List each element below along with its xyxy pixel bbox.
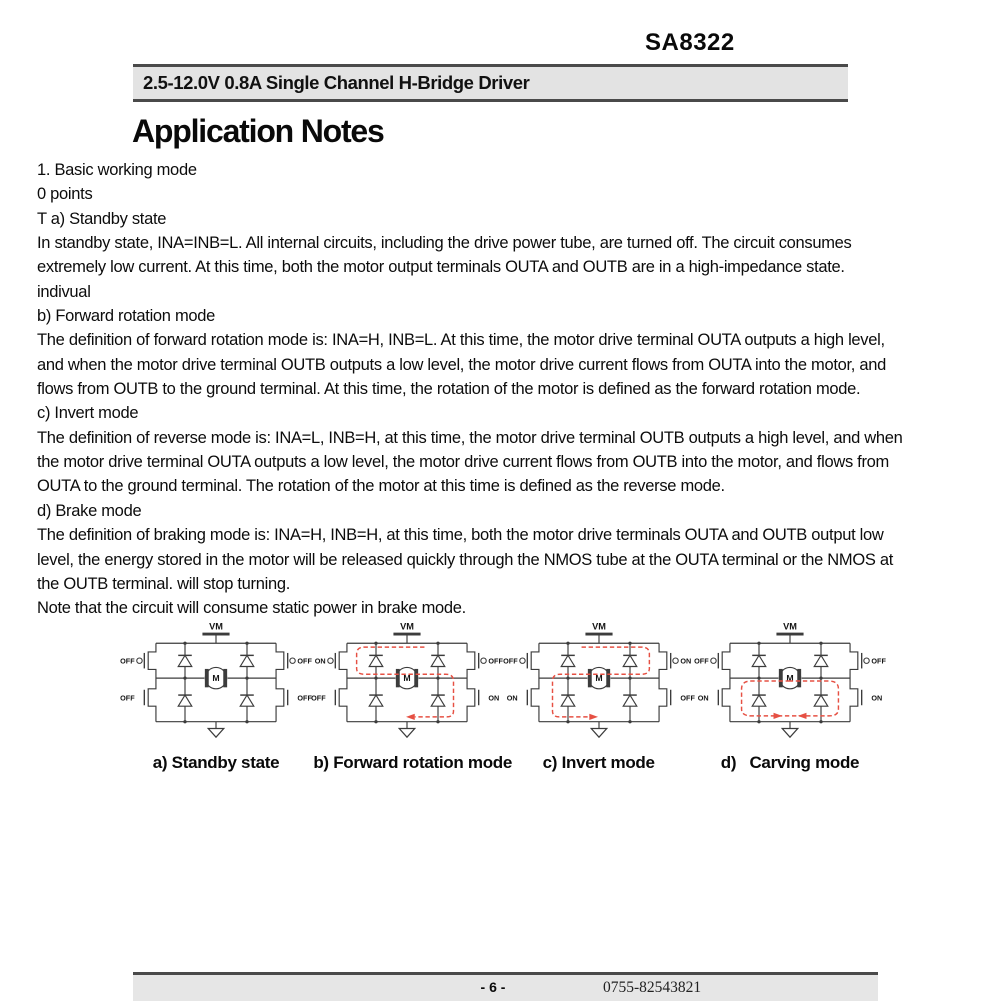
junction-dot [757, 676, 760, 679]
bridge-outline-right [467, 643, 475, 721]
switch-state-top-right: OFF [488, 656, 504, 666]
gate-circle-top-left [711, 658, 716, 663]
diode-icon [178, 655, 192, 666]
switch-state-bottom-left: ON [697, 693, 709, 703]
motor-label: M [595, 673, 603, 684]
vm-label: VM [209, 621, 223, 632]
junction-dot [628, 642, 631, 645]
body-text-line: c) Invert mode [37, 404, 139, 423]
h-bridge-schematic [311, 620, 504, 744]
junction-dot [757, 720, 760, 723]
diode-icon [370, 695, 384, 706]
switch-state-bottom-right: OFF [680, 693, 695, 703]
switch-state-top-right: ON [680, 656, 691, 666]
body-text-line: the OUTB terminal. will stop turning. [37, 574, 290, 593]
h-bridge-diagram [311, 620, 513, 773]
bridge-outline-right [276, 643, 284, 721]
diode-icon [432, 655, 446, 666]
footer-bar [133, 972, 878, 1001]
body-text-line: level, the energy stored in the motor will be released quickly through the NMOS tube at the OUTA terminal or the NMOS at [37, 550, 894, 569]
bridge-outline-right [850, 643, 858, 721]
body-text [37, 158, 977, 621]
diagram-caption: a) Standby state [152, 753, 280, 772]
h-bridge-schematic [502, 620, 695, 744]
junction-dot [566, 676, 569, 679]
diode-icon [561, 655, 575, 666]
switch-state-top-right: OFF [871, 656, 886, 666]
gate-circle-top-left [519, 658, 524, 663]
header-bar-label: 2.5-12.0V 0.8A Single Channel H-Bridge Driver [143, 72, 530, 93]
body-text-line: The definition of braking mode is: INA=H, INB=H, at this time, both the motor drive terminals OUTA and OUTB output low [37, 526, 884, 545]
junction-dot [566, 720, 569, 723]
diagram-caption: c) Invert mode [542, 753, 655, 772]
switch-state-top-left: OFF [694, 656, 709, 666]
junction-dot [819, 720, 822, 723]
diode-icon [432, 695, 446, 706]
junction-dot [437, 642, 440, 645]
vm-label: VM [400, 621, 415, 632]
diagram-caption: d) Carving mode [720, 753, 860, 772]
page-title: Application Notes [132, 113, 384, 149]
current-arrow-icon [774, 713, 783, 719]
junction-dot [183, 720, 186, 723]
junction-dot [183, 676, 186, 679]
bridge-outline-left [531, 643, 539, 721]
body-text-line: In standby state, INA=INB=L. All internal circuits, including the drive power tube, are turned off. The circuit consumes [37, 234, 852, 253]
body-text-line: 1. Basic working mode [37, 161, 197, 179]
body-text-line: and when the motor drive terminal OUTB outputs a low level, the motor drive current flows from OUTA into the motor, and [37, 355, 886, 374]
h-bridge-diagram [122, 620, 310, 773]
motor-label: M [403, 673, 411, 684]
h-bridge-schematic [696, 620, 884, 744]
body-text-line: The definition of reverse mode is: INA=L, INB=H, at this time, the motor drive terminal OUTB outputs a high level, and when [37, 428, 903, 447]
diode-icon [623, 695, 637, 706]
switch-state-bottom-left: ON [506, 693, 518, 703]
switch-state-top-left: OFF [502, 656, 518, 666]
diode-icon [240, 655, 254, 666]
diode-icon [752, 695, 766, 706]
junction-dot [437, 720, 440, 723]
junction-dot [375, 720, 378, 723]
part-number: SA8322 [645, 29, 735, 56]
junction-dot [628, 720, 631, 723]
current-arrow-icon [589, 714, 598, 720]
body-text-line: the motor drive terminal OUTA outputs a low level, the motor drive current flows from OUTB into the motor, and flows from [37, 453, 889, 472]
junction-dot [375, 676, 378, 679]
body-text-line: flows from OUTB to the ground terminal. At this time, the rotation of the motor is defined as the forward rotation mode. [37, 380, 861, 399]
current-arrow-icon [406, 714, 415, 720]
h-bridge-diagram [696, 620, 884, 773]
gate-circle-top-right [864, 658, 869, 663]
junction-dot [757, 642, 760, 645]
switch-state-bottom-right: ON [871, 693, 883, 703]
switch-state-top-left: ON [315, 656, 326, 666]
body-text-line: indivual [37, 282, 91, 301]
diode-icon [240, 695, 254, 706]
body-text-line: Note that the circuit will consume static power in brake mode. [37, 599, 466, 618]
diode-icon [814, 655, 828, 666]
ground-icon [400, 729, 416, 738]
motor-label: M [786, 673, 794, 684]
h-bridge-diagrams-row [122, 620, 884, 773]
current-arrow-icon [798, 713, 807, 719]
junction-dot [437, 676, 440, 679]
body-text-line: b) Forward rotation mode [37, 307, 216, 326]
motor-label: M [212, 673, 220, 684]
gate-circle-top-left [328, 658, 333, 663]
gate-circle-top-right [481, 658, 486, 663]
junction-dot [566, 642, 569, 645]
body-text-line: 0 points [37, 185, 93, 204]
body-text-line: extremely low current. At this time, both the motor output terminals OUTA and OUTB are in a high-impedance state. [37, 258, 845, 277]
body-text-line: T a) Standby state [37, 209, 167, 228]
body-text-line: The definition of forward rotation mode is: INA=H, INB=L. At this time, the motor drive terminal OUTA outputs a high level, [37, 331, 885, 350]
switch-state-bottom-left: OFF [311, 693, 326, 703]
body-text-line: d) Brake mode [37, 501, 142, 520]
ground-icon [208, 729, 224, 738]
switch-state-top-left: OFF [120, 656, 135, 666]
diode-icon [814, 695, 828, 706]
junction-dot [245, 642, 248, 645]
gate-circle-top-left [137, 658, 142, 663]
vm-label: VM [591, 621, 606, 632]
footer-phone-number: 0755-82543821 [603, 979, 702, 996]
bridge-outline-left [722, 643, 730, 721]
bridge-outline-left [148, 643, 156, 721]
junction-dot [245, 676, 248, 679]
diode-icon [752, 655, 766, 666]
h-bridge-schematic [122, 620, 310, 744]
diode-icon [561, 695, 575, 706]
switch-state-top-right: OFF [297, 656, 312, 666]
diode-icon [623, 655, 637, 666]
switch-state-bottom-left: OFF [120, 693, 135, 703]
diagram-caption: b) Forward rotation mode [313, 753, 513, 772]
footer-page-number: - 6 - [480, 979, 506, 995]
body-text-line: OUTA to the ground terminal. The rotation of the motor at this time is defined as the reverse mode. [37, 477, 725, 496]
ground-icon [782, 729, 798, 738]
ground-icon [591, 729, 607, 738]
switch-state-bottom-right: OFF [297, 693, 312, 703]
junction-dot [819, 642, 822, 645]
switch-state-bottom-right: ON [488, 693, 500, 703]
junction-dot [183, 642, 186, 645]
gate-circle-top-right [290, 658, 295, 663]
junction-dot [819, 676, 822, 679]
gate-circle-top-right [672, 658, 677, 663]
junction-dot [245, 720, 248, 723]
junction-dot [375, 642, 378, 645]
junction-dot [628, 676, 631, 679]
h-bridge-diagram [502, 620, 695, 773]
diode-icon [178, 695, 192, 706]
bridge-outline-left [340, 643, 348, 721]
vm-label: VM [783, 621, 797, 632]
diode-icon [370, 655, 384, 666]
bridge-outline-right [659, 643, 667, 721]
header-bar [133, 64, 848, 102]
